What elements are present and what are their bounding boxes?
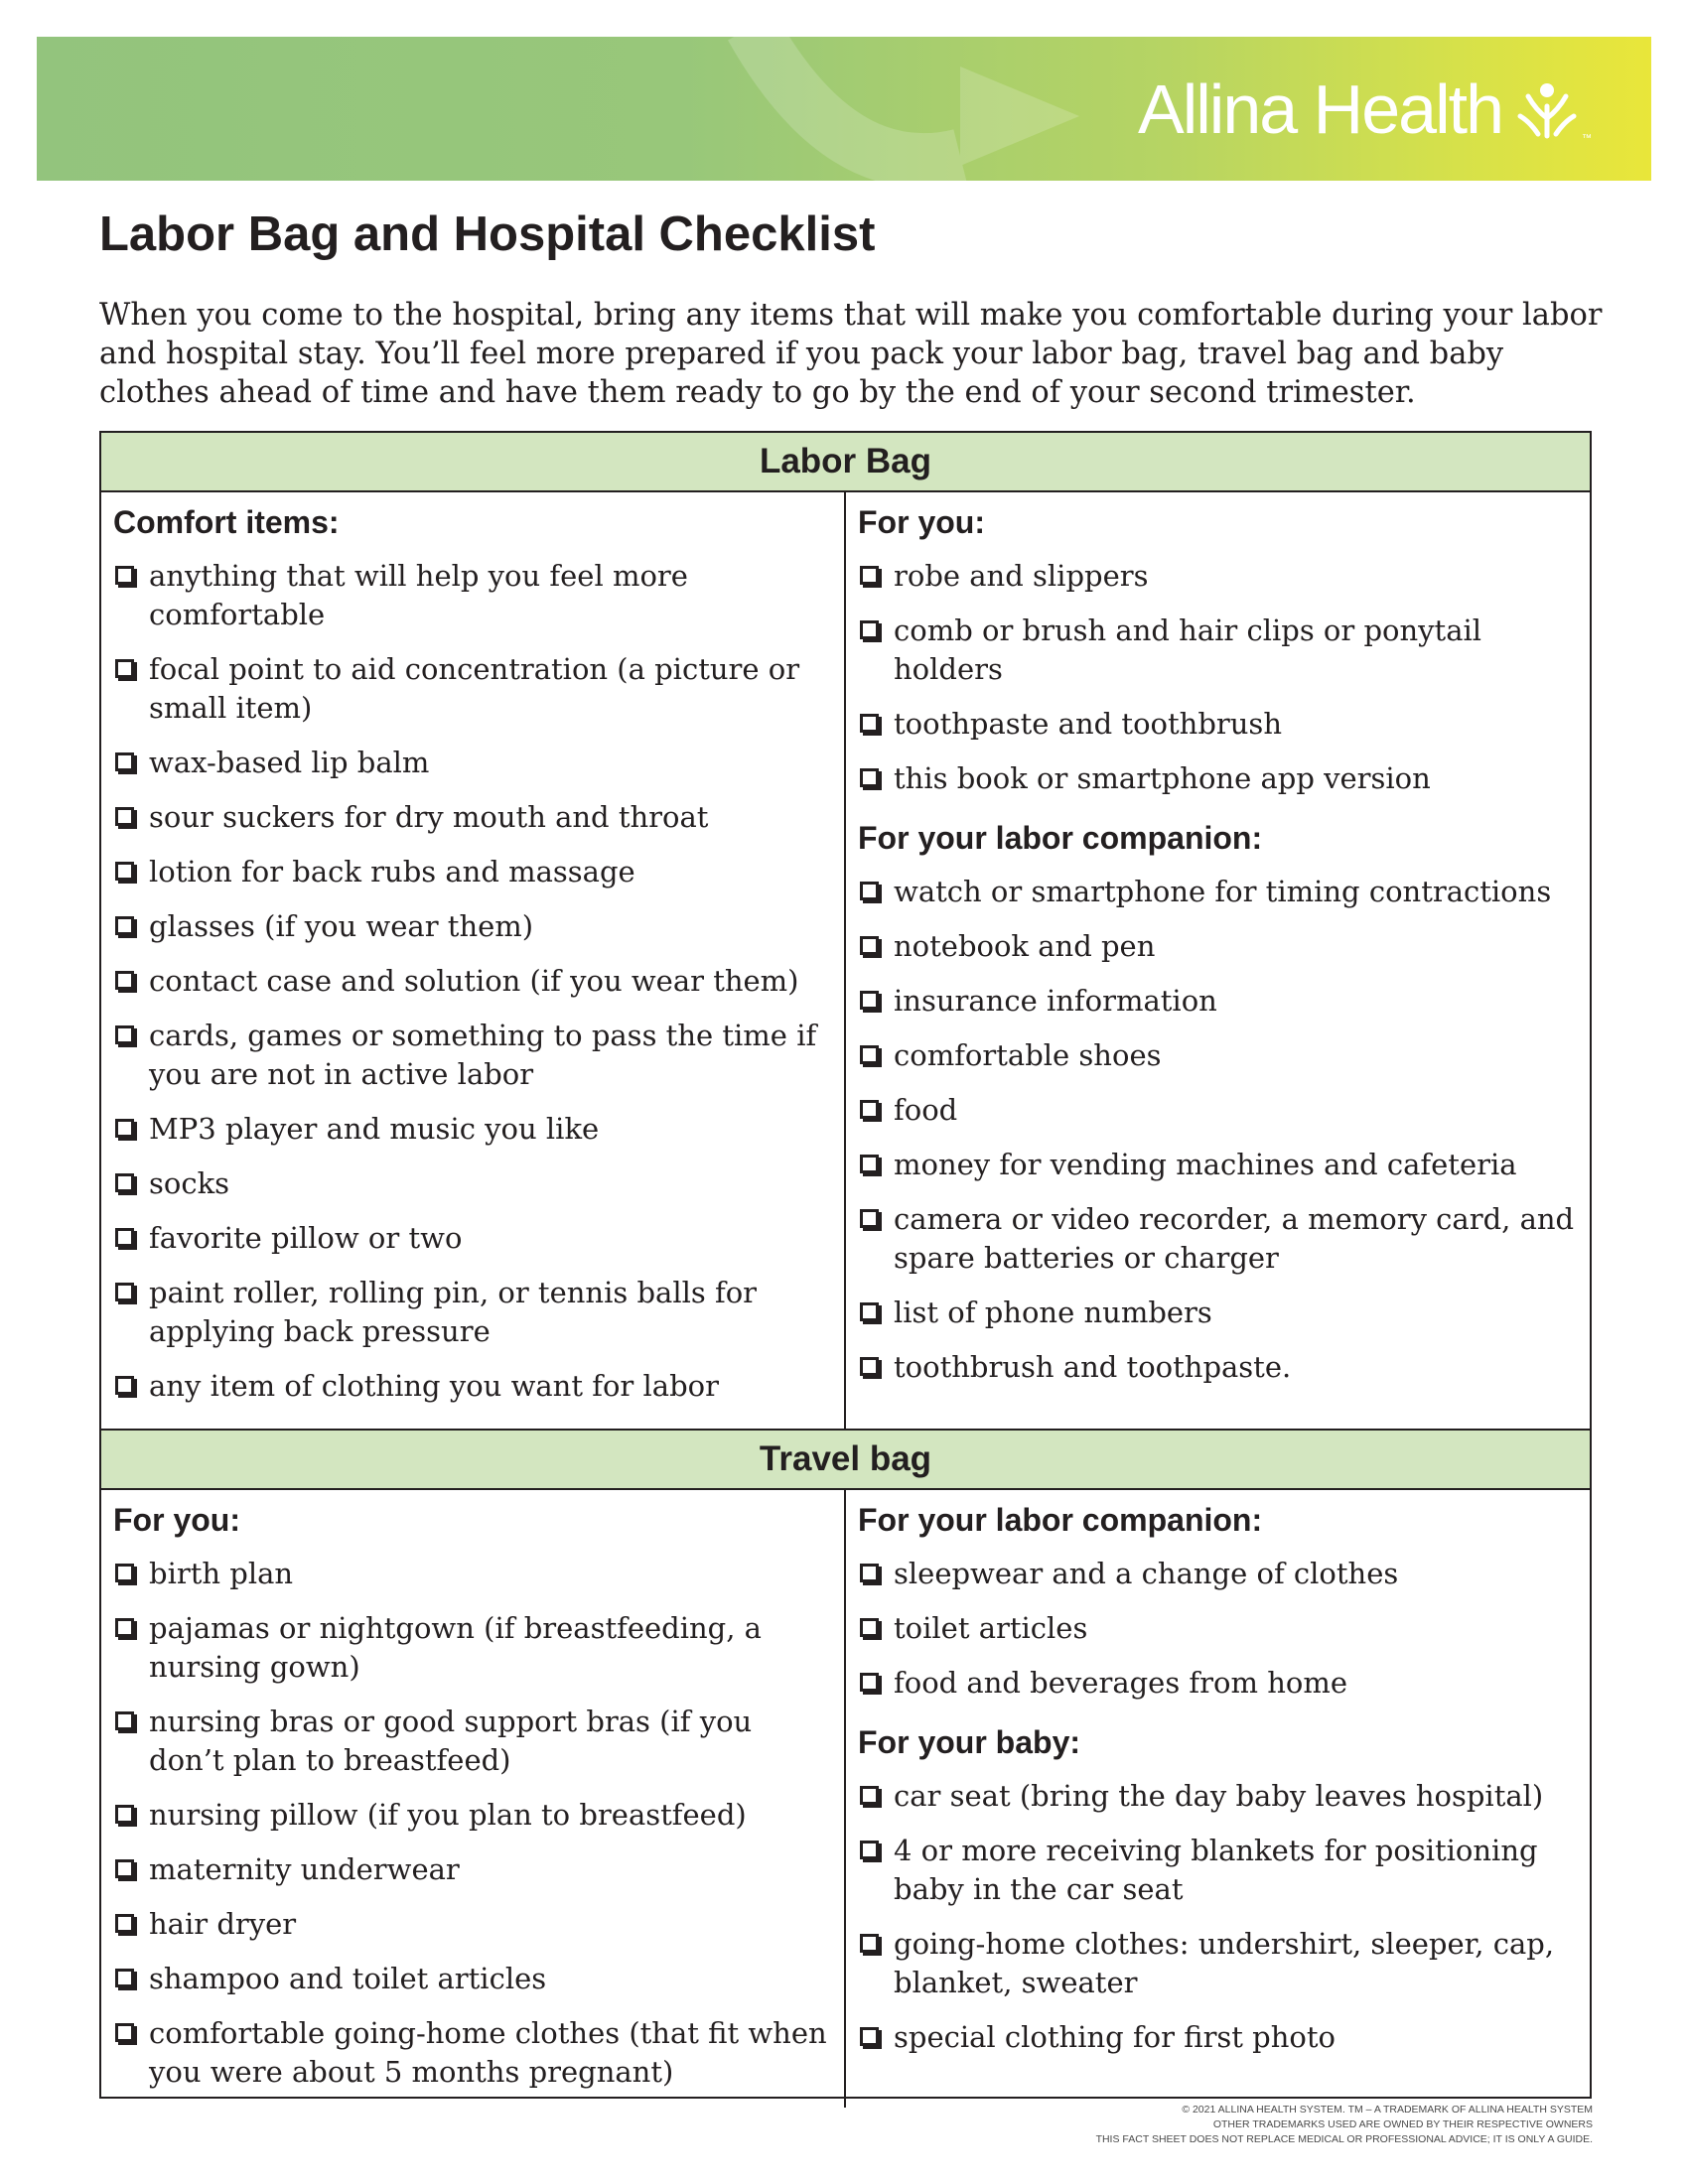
checkbox-icon[interactable] [115,1564,134,1582]
intro-paragraph: When you come to the hospital, bring any items that will make you comfortable during your labor and hospital stay. You’ll feel more prepared if you pack your labor bag, travel bag and baby clothes ahead of time and have them ready to go by the end of your second trimester. [99,298,1603,410]
checkbox-icon[interactable] [115,971,134,990]
checklist-item-label: glasses (if you wear them) [149,909,534,943]
checklist-item-label: focal point to aid concentration (a picture or small item) [149,652,800,725]
checkbox-icon[interactable] [115,916,134,935]
checklist-item [113,907,832,946]
checklist-item [858,873,1578,911]
checkbox-icon[interactable] [860,1045,879,1064]
checklist-item [113,1850,832,1889]
brand-name: Allina Health [1138,70,1502,148]
checklist-item-label: paint roller, rolling pin, or tennis balls for applying back pressure [149,1276,758,1348]
checklist-item-label: pajamas or nightgown (if breastfeeding, a nursing gown) [149,1611,762,1684]
checkbox-icon[interactable] [115,1283,134,1301]
labor-for-you-heading: For you: [858,504,985,540]
checklist-item [858,1294,1578,1332]
checklist-item [113,1110,832,1149]
checklist-item [858,1777,1578,1816]
checkbox-icon[interactable] [115,1618,134,1637]
checkbox-icon[interactable] [860,1357,879,1376]
checklist-item [858,1609,1578,1648]
checklist-item [113,1219,832,1258]
allina-health-logo[interactable] [1138,70,1592,148]
checklist-item-label: notebook and pen [894,929,1156,963]
checkbox-icon[interactable] [115,807,134,826]
checkbox-icon[interactable] [115,659,134,678]
checklist-item [113,1555,832,1593]
allina-logo-icon [1514,76,1580,142]
checklist-item [113,1703,832,1780]
checkbox-icon[interactable] [115,1711,134,1730]
comfort-items-list [113,557,832,1406]
checklist-item [858,1832,1578,1909]
checklist-item [858,1348,1578,1387]
checkbox-icon[interactable] [115,1228,134,1247]
checklist-item-label: anything that will help you feel more comfortable [149,559,688,631]
checklist-item [113,1796,832,1835]
travel-bag-table [99,1429,1592,2099]
arrow-decoration-icon [712,37,1129,181]
travel-bag-right-column [846,1490,1590,2108]
checklist-item-label: maternity underwear [149,1852,460,1886]
checklist-item [113,1164,832,1203]
checklist-item [858,2018,1578,2057]
checklist-item-label: toothpaste and toothbrush [894,707,1282,741]
checkbox-icon[interactable] [115,752,134,771]
checklist-item [113,1017,832,1094]
checkbox-icon[interactable] [860,714,879,733]
comfort-items-column [101,492,846,1429]
checkbox-icon[interactable] [860,936,879,955]
labor-for-you-list [858,557,1578,798]
checklist-item-label: food and beverages from home [894,1666,1348,1700]
travel-for-you-list [113,1555,832,2092]
checklist-item-label: camera or video recorder, a memory card, and spare batteries or charger [894,1202,1575,1275]
checklist-item-label: toilet articles [894,1611,1088,1645]
checkbox-icon[interactable] [860,1618,879,1637]
checklist-item [113,798,832,837]
checkbox-icon[interactable] [860,2027,879,2046]
footer-line: OTHER TRADEMARKS USED ARE OWNED BY THEIR RESPECTIVE OWNERS [1212,2118,1593,2130]
checklist-item [113,1960,832,1998]
checklist-item [113,1609,832,1687]
labor-bag-table [99,431,1592,1431]
checklist-item-label: cards, games or something to pass the time if you are not in active labor [149,1019,817,1091]
checklist-item [858,927,1578,966]
labor-companion-heading: For your labor companion: [858,820,1263,856]
checklist-item-label: comb or brush and hair clips or ponytail holders [894,614,1482,686]
checkbox-icon[interactable] [860,620,879,639]
checklist-item-label: favorite pillow or two [149,1221,463,1255]
footer-line: THIS FACT SHEET DOES NOT REPLACE MEDICAL OR PROFESSIONAL ADVICE; IT IS ONLY A GUIDE. [1095,2133,1593,2145]
checklist-item-label: any item of clothing you want for labor [149,1369,719,1403]
checkbox-icon[interactable] [860,1673,879,1692]
checklist-item-label: MP3 player and music you like [149,1112,600,1146]
checklist-item-label: birth plan [149,1557,294,1590]
baby-items-list [858,1777,1578,2057]
checklist-item-label: going-home clothes: undershirt, sleeper, cap, blanket, sweater [894,1927,1555,1999]
checklist-item-label: lotion for back rubs and massage [149,855,635,888]
checkbox-icon[interactable] [115,862,134,881]
travel-for-you-column [101,1490,846,2108]
checklist-item [858,1146,1578,1184]
checkbox-icon[interactable] [860,1564,879,1582]
checklist-item-label: sour suckers for dry mouth and throat [149,800,709,834]
checklist-item [858,1036,1578,1075]
checkbox-icon[interactable] [115,2023,134,2042]
checkbox-icon[interactable] [115,1859,134,1878]
checklist-item-label: 4 or more receiving blankets for positioning baby in the car seat [894,1834,1538,1906]
checklist-item [858,759,1578,798]
travel-for-you-heading: For you: [113,1502,240,1538]
checkbox-icon[interactable] [115,566,134,585]
checklist-item [858,1200,1578,1278]
labor-companion-list [858,873,1578,1387]
labor-bag-heading: Labor Bag [101,433,1590,492]
checklist-item [858,1555,1578,1593]
checkbox-icon[interactable] [860,1841,879,1859]
checkbox-icon[interactable] [860,991,879,1010]
checklist-item-label: contact case and solution (if you wear them) [149,964,799,998]
checklist-item-label: nursing pillow (if you plan to breastfeed) [149,1798,747,1832]
travel-companion-list [858,1555,1578,1703]
checkbox-icon[interactable] [115,1969,134,1987]
checkbox-icon[interactable] [860,1302,879,1321]
checkbox-icon[interactable] [860,1100,879,1119]
checklist-item-label: wax-based lip balm [149,746,430,779]
baby-heading: For your baby: [858,1724,1081,1760]
checkbox-icon[interactable] [115,1025,134,1044]
checkbox-icon[interactable] [115,1914,134,1933]
checklist-item [113,1905,832,1944]
checklist-item-label: comfortable going-home clothes (that fit when you were about 5 months pregnant) [149,2016,827,2089]
checkbox-icon[interactable] [860,1934,879,1953]
checklist-item-label: toothbrush and toothpaste. [894,1350,1292,1384]
trademark-symbol: ™ [1582,133,1592,144]
checklist-item-label: hair dryer [149,1907,297,1941]
checklist-item [858,557,1578,596]
checklist-item-label: special clothing for first photo [894,2020,1336,2054]
checklist-item-label: watch or smartphone for timing contractions [894,875,1552,908]
checklist-item-label: list of phone numbers [894,1296,1212,1329]
checklist-item-label: comfortable shoes [894,1038,1162,1072]
checkbox-icon[interactable] [115,1119,134,1138]
checkbox-icon[interactable] [860,882,879,900]
checklist-item [113,557,832,634]
checklist-item [113,650,832,728]
checkbox-icon[interactable] [115,1805,134,1824]
checklist-item-label: robe and slippers [894,559,1149,593]
checkbox-icon[interactable] [860,1155,879,1173]
checklist-item-label: nursing bras or good support bras (if you don’t plan to breastfeed) [149,1705,753,1777]
travel-companion-heading: For your labor companion: [858,1502,1263,1538]
checkbox-icon[interactable] [115,1376,134,1395]
checkbox-icon[interactable] [860,1209,879,1228]
checklist-item-label: insurance information [894,984,1217,1018]
header-banner [37,37,1651,181]
checklist-item [113,962,832,1001]
checklist-item [113,853,832,891]
checkbox-icon[interactable] [860,566,879,585]
labor-bag-right-column [846,492,1590,1429]
comfort-items-heading: Comfort items: [113,504,340,540]
checklist-item [858,612,1578,689]
checklist-item [858,982,1578,1021]
checklist-item [858,1925,1578,2002]
checklist-item [113,2014,832,2092]
footer-line: © 2021 ALLINA HEALTH SYSTEM. TM – A TRADEMARK OF ALLINA HEALTH SYSTEM [1182,2104,1593,2116]
checkbox-icon[interactable] [860,1786,879,1805]
checklist-item-label: shampoo and toilet articles [149,1962,547,1995]
footer-legal [1096,2103,1593,2147]
checklist-item-label: money for vending machines and cafeteria [894,1148,1517,1181]
checklist-item [858,705,1578,744]
checklist-item-label: car seat (bring the day baby leaves hospital) [894,1779,1544,1813]
checklist-item-label: sleepwear and a change of clothes [894,1557,1399,1590]
checklist-item-label: food [894,1093,958,1127]
travel-bag-heading: Travel bag [101,1431,1590,1490]
checklist-item-label: this book or smartphone app version [894,761,1431,795]
page-title: Labor Bag and Hospital Checklist [99,207,876,261]
checklist-item-label: socks [149,1166,230,1200]
checklist-item [113,1274,832,1351]
checkbox-icon[interactable] [860,768,879,787]
checklist-item [858,1664,1578,1703]
checklist-item [113,744,832,782]
checklist-item [113,1367,832,1406]
checkbox-icon[interactable] [115,1173,134,1192]
checklist-item [858,1091,1578,1130]
